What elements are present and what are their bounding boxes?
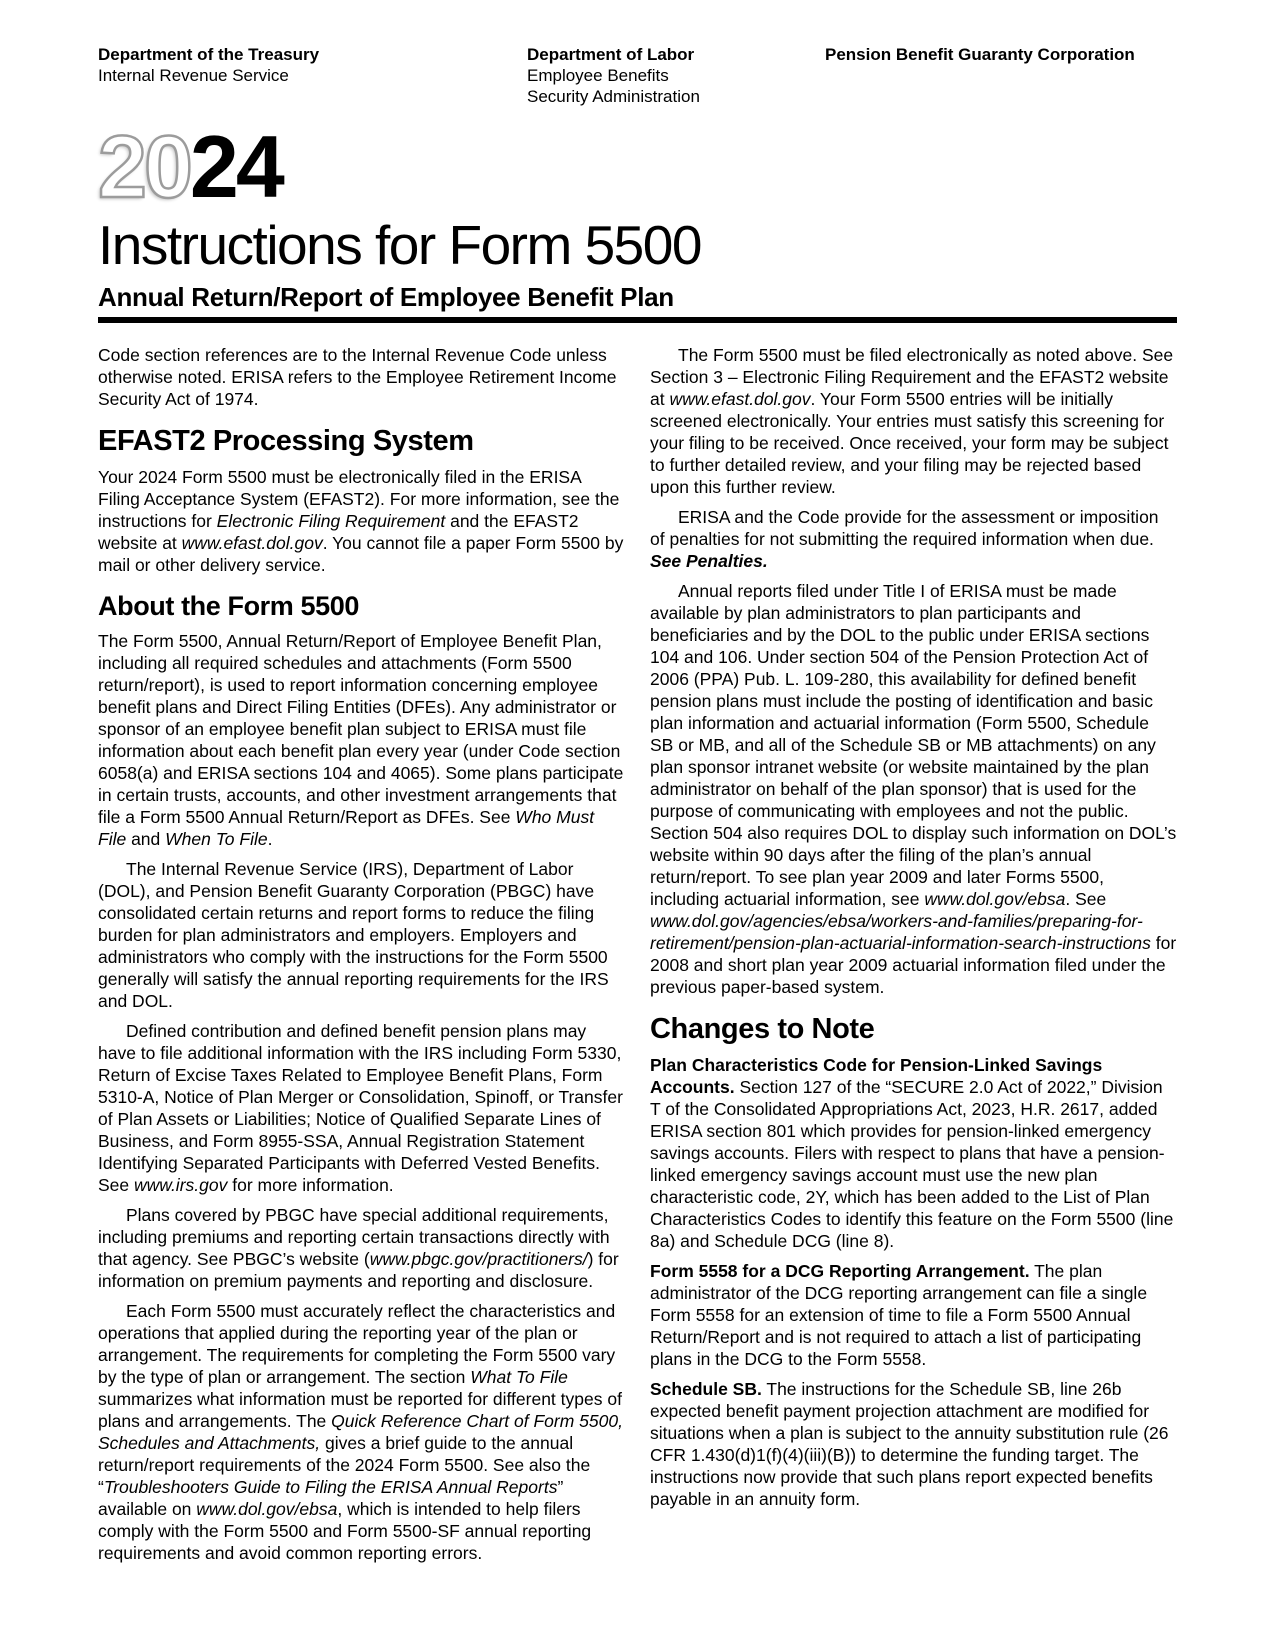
paragraph: Plans covered by PBGC have special additional requirements, including premiums and reporting certain transactions directly with that agency. See PBGC’s website (www.pbgc.gov/practitioners/) for information on premium payments and reporting and disclosure. (98, 1205, 619, 1292)
agency-treasury-name: Department of the Treasury (98, 45, 320, 64)
section-heading: About the Form 5500 (98, 591, 359, 622)
text-run-i: www.efast.dol.gov (669, 389, 811, 409)
document-title: Instructions for Form 5500 (98, 214, 701, 276)
agency-labor-name: Department of Labor (527, 45, 695, 64)
paragraph: Your 2024 Form 5500 must be electronically filed in the ERISA Filing Acceptance System (EFAST2). For more information, see the instructions for Electronic Filing Requirement and the EFAST2 website at www.efast.dol.gov. You cannot file a paper Form 5500 by mail or other delivery service. (98, 467, 624, 576)
text-run-i: www.dol.gov/agencies/ebsa/workers-and-families/preparing-for-retirement/pension-plan-actuarial-information-search-instructions (650, 911, 1151, 953)
paragraph: ERISA and the Code provide for the assessment or imposition of penalties for not submitting the required information when due. See Penalties. (650, 507, 1159, 571)
year-outline-digits: 20 (98, 117, 190, 216)
paragraph: The Internal Revenue Service (IRS), Department of Labor (DOL), and Pension Benefit Guaranty Corporation (PBGC) have consolidated certain returns and report forms to reduce the filing burden for plan administrators and employers. Employers and administrators who comply with the instructions for the Form 5500 generally will satisfy the annual reporting requirements for the IRS and DOL. (98, 859, 609, 1012)
body-columns (98, 336, 1177, 1572)
text-run-i: Quick Reference Chart of Form 5500, Schedules and Attachments, (98, 1411, 623, 1454)
agency-header (98, 44, 1177, 107)
text-run-i: Who Must File (98, 807, 595, 850)
masthead-year (98, 117, 1177, 216)
paragraph: Code section references are to the Internal Revenue Code unless otherwise noted. ERISA refers to the Employee Retirement Income Security Act of 1974. (98, 345, 617, 409)
paragraph: Each Form 5500 must accurately reflect the characteristics and operations that applied during the reporting year of the plan or arrangement. The requirements for completing the Form 5500 vary by the type of plan or arrangement. The section What To File summarizes what information must be reported for different types of plans and arrangements. The Quick Reference Chart of Form 5500, Schedules and Attachments, gives a brief guide to the annual return/report requirements of the 2024 Form 5500. See also the “Troubleshooters Guide to Filing the ERISA Annual Reports” available on www.dol.gov/ebsa, which is intended to help filers comply with the Form 5500 and Form 5500-SF annual reporting requirements and avoid common reporting errors. (98, 1301, 623, 1564)
text-run-b: Schedule SB. (650, 1379, 762, 1400)
agency-pbgc (825, 44, 1177, 107)
section-heading: EFAST2 Processing System (98, 425, 474, 457)
text-run-i: www.irs.gov (134, 1175, 228, 1196)
paragraph: Plan Characteristics Code for Pension-Linked Savings Accounts. Section 127 of the “SECURE 2.0 Act of 2022,” Division T of the Consolidated Appropriations Act, 2023, H.R. 2617, added ERISA section 801 which provides for pension-linked emergency savings accounts. Filers with respect to plans that have a pension-linked emergency savings account must use the new plan characteristic code, 2Y, which has been added to the List of Plan Characteristics Codes to identify this feature on the Form 5500 (line 8a) and Schedule DCG (line 8). (650, 1055, 1174, 1252)
text-run-bi: Penalties. (686, 551, 768, 571)
text-run-i: www.dol.gov/ebsa (924, 889, 1066, 909)
text-run-i: What To File (470, 1367, 568, 1388)
agency-pbgc-name: Pension Benefit Guaranty Corporation (825, 45, 1135, 64)
agency-treasury (98, 44, 527, 107)
year-solid-digits: 24 (189, 117, 282, 216)
document-subtitle: Annual Return/Report of Employee Benefit Plan (98, 282, 674, 312)
paragraph: Schedule SB. The instructions for the Schedule SB, line 26b expected benefit payment projection attachment are modified for situations when a plan is subject to the annuity substitution rule (26 CFR 1.430(d)1(f)(4)(iii)(B)) to determine the funding target. The instructions now provide that such plans report expected benefits payable in an annuity form. (650, 1379, 1169, 1510)
text-run-i: Electronic Filing Requirement (216, 511, 446, 532)
paragraph: The Form 5500 must be filed electronically as noted above. See Section 3 – Electronic Filing Requirement and the EFAST2 website at www.efast.dol.gov. Your Form 5500 entries will be initially screened electronically. Your entries must satisfy this screening for your filing to be received. Once received, your form may be subject to further detailed review, and your filing may be rejected based upon this further review. (650, 345, 1174, 497)
text-run-i: www.efast.dol.gov (181, 533, 323, 554)
paragraph: Form 5558 for a DCG Reporting Arrangement. The plan administrator of the DCG reporting arrangement can file a single Form 5558 for an extension of time to file a Form 5500 Annual Return/Report and is not required to attach a list of participating plans in the DCG to the Form 5558. (650, 1261, 1148, 1370)
column-right (650, 336, 1177, 1572)
paragraph: Annual reports filed under Title I of ERISA must be made available by plan administrators to plan participants and beneficiaries and by the DOL to the public under ERISA sections 104 and 106. Under section 504 of the Pension Protection Act of 2006 (PPA) Pub. L. 109-280, this availability for defined benefit pension plans must include the posting of identification and basic plan information and actuarial information (Form 5500, Schedule SB or MB, and all of the Schedule SB or MB attachments) on any plan sponsor intranet website (or website maintained by the plan administrator on behalf of the plan sponsor) that is used for the purpose of communicating with employees and not the public. Section 504 also requires DOL to display such information on DOL’s website within 90 days after the filing of the plan’s annual return/report. To see plan year 2009 and later Forms 5500, including actuarial information, see www.dol.gov/ebsa. See www.dol.gov/agencies/ebsa/workers-and-families/preparing-for-retirement/pension-plan-actuarial-information-search-instructions for 2008 and short plan year 2009 actuarial information filed under the previous paper-based system. (650, 581, 1177, 997)
paragraph: The Form 5500, Annual Return/Report of Employee Benefit Plan, including all required schedules and attachments (Form 5500 return/report), is used to report information concerning employee benefit plans and Direct Filing Entities (DFEs). Any administrator or sponsor of an employee benefit plan subject to ERISA must file information about each benefit plan every year (under Code section 6058(a) and ERISA sections 104 and 4065). Some plans participate in certain trusts, accounts, and other investment arrangements that file a Form 5500 Annual Return/Report as DFEs. See Who Must File and When To File. (98, 631, 624, 850)
text-run-b: Form 5558 for a DCG Reporting Arrangement. (650, 1261, 1030, 1282)
text-run-bi: See (650, 551, 686, 571)
text-run-i: www.dol.gov/ebsa (196, 1499, 338, 1520)
section-heading: Changes to Note (650, 1013, 875, 1045)
agency-labor (527, 44, 825, 107)
agency-labor-sub2: Security Administration (527, 87, 700, 106)
title-rule (98, 317, 1177, 323)
agency-labor-sub1: Employee Benefits (527, 66, 669, 85)
agency-treasury-sub: Internal Revenue Service (98, 66, 289, 85)
text-run-b: Plan Characteristics Code for Pension-Linked Savings Accounts. (650, 1055, 1103, 1098)
text-run-i: When To File (165, 829, 268, 850)
column-left (98, 336, 625, 1572)
paragraph: Defined contribution and defined benefit pension plans may have to file additional information with the IRS including Form 5330, Return of Excise Taxes Related to Employee Benefit Plans, Form 5310-A, Notice of Plan Merger or Consolidation, Spinoff, or Transfer of Plan Assets or Liabilities; Notice of Qualified Separate Lines of Business, and Form 8955-SSA, Annual Registration Statement Identifying Separated Participants with Deferred Vested Benefits. See www.irs.gov for more information. (98, 1021, 623, 1196)
text-run-i: www.pbgc.gov/practitioners/ (369, 1249, 588, 1270)
text-run-i: Troubleshooters Guide to Filing the ERISA Annual Reports (103, 1477, 558, 1498)
